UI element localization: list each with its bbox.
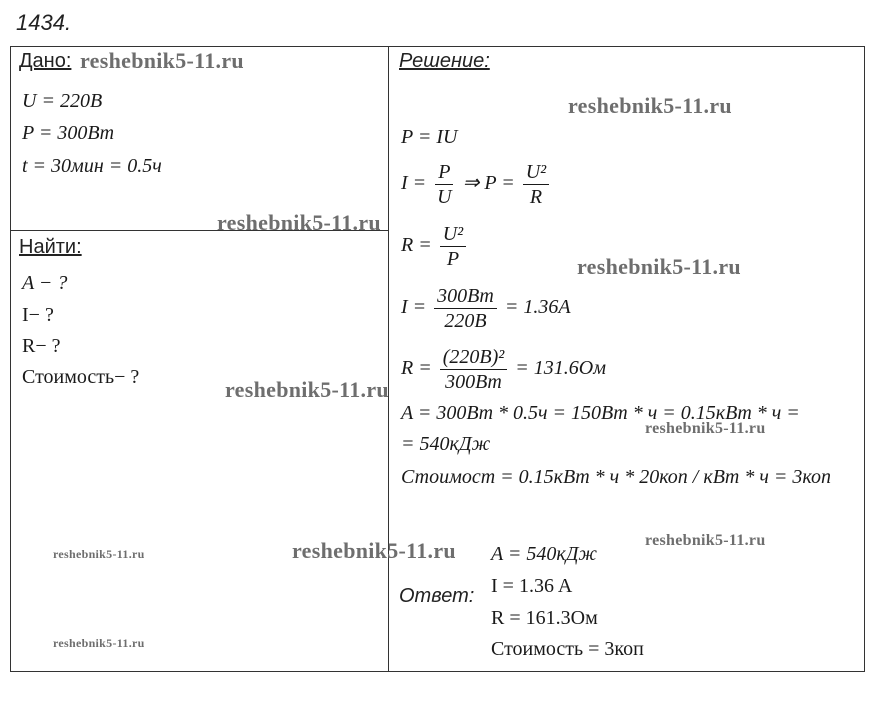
fraction-p-over-u — [434, 160, 454, 209]
answer-line-4: Стоимость = 3коп — [491, 638, 644, 660]
answer-line-1: A = 540кДж — [491, 543, 598, 565]
fraction-current — [434, 284, 497, 333]
l4-rhs: = 1.36A — [504, 296, 571, 319]
l2-den2: R — [529, 186, 543, 208]
watermark: reshebnik5-11.ru — [225, 377, 389, 402]
given-header: Дано: — [19, 50, 72, 72]
l2-den1: U — [437, 186, 452, 208]
watermark: reshebnik5-11.ru — [53, 547, 145, 561]
l2-num1: P — [435, 160, 453, 185]
l5-rhs: = 131.6Ом — [515, 357, 606, 380]
watermark: reshebnik5-11.ru — [645, 420, 766, 437]
answer-label: Ответ: — [399, 585, 475, 607]
l2-lhs: I = — [401, 172, 427, 195]
find-line-1: A − ? — [22, 272, 68, 294]
solution-line-5 — [401, 345, 606, 394]
given-line-2: P = 300Bт — [22, 122, 115, 144]
solution-header: Решение: — [399, 50, 490, 72]
find-line-3: R− ? — [22, 335, 61, 357]
l5-lhs: R = — [401, 357, 432, 380]
column-divider — [388, 46, 389, 672]
answer-line-3: R = 161.3Ом — [491, 607, 598, 629]
fraction-u2-over-p — [440, 222, 466, 271]
given-line-3: t = 30мин = 0.5ч — [22, 155, 162, 177]
watermark: reshebnik5-11.ru — [292, 538, 456, 563]
watermark: reshebnik5-11.ru — [217, 210, 381, 235]
problem-number: 1434. — [16, 10, 72, 35]
l3-den: P — [446, 248, 460, 270]
solution-line-3 — [401, 222, 469, 271]
l3-lhs: R = — [401, 234, 432, 257]
solution-line-7: = 540кДж — [401, 433, 491, 455]
watermark: reshebnik5-11.ru — [645, 532, 766, 549]
l2-num2: U² — [523, 160, 549, 185]
l4-den: 220B — [444, 310, 487, 332]
solution-line-8: Стоимост = 0.15кBт * ч * 20коп / кBт * ч = 3коп — [401, 466, 831, 488]
fraction-u2-over-r — [523, 160, 549, 209]
l4-num: 300Bт — [434, 284, 497, 309]
answer-line-2: I = 1.36 A — [491, 575, 573, 597]
find-line-4: Стоимость− ? — [22, 366, 140, 388]
l2-mid: ⇒ P = — [462, 172, 515, 195]
l5-num: (220B)² — [440, 345, 508, 370]
given-line-1: U = 220B — [22, 90, 103, 112]
solution-line-2 — [401, 160, 552, 209]
solution-line-4 — [401, 284, 571, 333]
fraction-resistance — [440, 345, 508, 394]
find-header: Найти: — [19, 236, 82, 258]
find-line-2: I− ? — [22, 304, 54, 326]
watermark: reshebnik5-11.ru — [53, 636, 145, 650]
solution-line-1: P = IU — [401, 126, 458, 148]
watermark: reshebnik5-11.ru — [577, 254, 741, 279]
watermark: reshebnik5-11.ru — [568, 93, 732, 118]
solution-line-6: A = 300Bт * 0.5ч = 150Bт * ч = 0.15кBт * ч = — [401, 402, 800, 424]
l3-num: U² — [440, 222, 466, 247]
l4-lhs: I = — [401, 296, 427, 319]
l5-den: 300Bт — [445, 371, 502, 393]
watermark: reshebnik5-11.ru — [80, 48, 244, 73]
